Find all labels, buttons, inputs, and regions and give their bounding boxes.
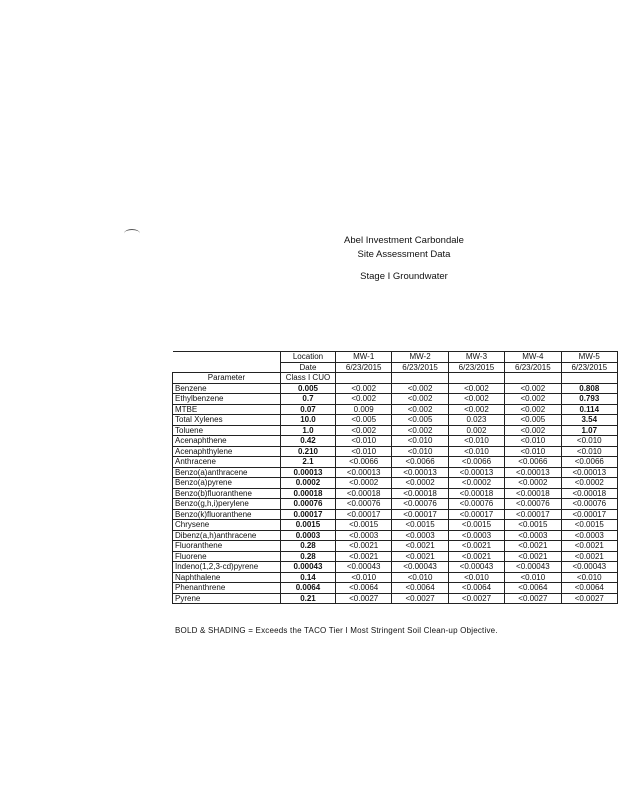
result-cell: <0.010 <box>505 436 561 447</box>
result-cell: <0.0064 <box>561 583 617 594</box>
parameter-cell: Fluorene <box>173 551 281 562</box>
result-cell: <0.0021 <box>448 541 504 552</box>
parameter-cell: Benzo(a)anthracene <box>173 467 281 478</box>
cuo-label: Class I CUO <box>280 373 335 384</box>
result-cell: <0.00043 <box>448 562 504 573</box>
table-row <box>173 404 618 415</box>
result-cell: <0.0066 <box>448 457 504 468</box>
result-cell: <0.0015 <box>505 520 561 531</box>
table-row <box>173 551 618 562</box>
blank-cell <box>561 373 617 384</box>
results-table <box>172 351 618 604</box>
result-cell: <0.0021 <box>505 541 561 552</box>
result-cell: <0.00043 <box>561 562 617 573</box>
result-cell: 0.808 <box>561 383 617 394</box>
result-cell: <0.0002 <box>448 478 504 489</box>
result-cell: <0.0021 <box>561 541 617 552</box>
result-cell: <0.0064 <box>505 583 561 594</box>
result-cell: <0.005 <box>505 415 561 426</box>
location-row <box>173 352 618 363</box>
result-cell: <0.0027 <box>392 593 448 604</box>
result-cell: <0.002 <box>335 383 391 394</box>
parameter-cell: Chrysene <box>173 520 281 531</box>
result-cell: <0.010 <box>448 446 504 457</box>
parameter-cell: Fluoranthene <box>173 541 281 552</box>
date-row <box>173 362 618 373</box>
cuo-cell: 2.1 <box>280 457 335 468</box>
result-cell: <0.0021 <box>335 551 391 562</box>
result-cell: <0.0002 <box>561 478 617 489</box>
result-cell: 0.114 <box>561 404 617 415</box>
result-cell: <0.0002 <box>505 478 561 489</box>
parameter-cell: Acenaphthylene <box>173 446 281 457</box>
result-cell: <0.00076 <box>561 499 617 510</box>
result-cell: <0.010 <box>392 446 448 457</box>
result-cell: 0.023 <box>448 415 504 426</box>
result-cell: <0.00076 <box>335 499 391 510</box>
parameter-cell: Dibenz(a,h)anthracene <box>173 530 281 541</box>
doc-subtitle: Site Assessment Data <box>357 249 451 260</box>
table-row <box>173 383 618 394</box>
result-cell: 3.54 <box>561 415 617 426</box>
result-cell: <0.010 <box>392 572 448 583</box>
well-header: MW-2 <box>392 352 448 363</box>
date-cell: 6/23/2015 <box>335 362 391 373</box>
result-cell: <0.010 <box>392 436 448 447</box>
cuo-cell: 0.21 <box>280 593 335 604</box>
table-row <box>173 488 618 499</box>
parameter-cell: Pyrene <box>173 593 281 604</box>
date-cell: 6/23/2015 <box>561 362 617 373</box>
result-cell: <0.002 <box>505 394 561 405</box>
table-row <box>173 478 618 489</box>
parameter-cell: Benzo(b)fluoranthene <box>173 488 281 499</box>
result-cell: <0.0015 <box>448 520 504 531</box>
cuo-cell: 0.00013 <box>280 467 335 478</box>
result-cell: <0.0015 <box>561 520 617 531</box>
result-cell: <0.0066 <box>505 457 561 468</box>
cuo-cell: 0.00018 <box>280 488 335 499</box>
table-row <box>173 467 618 478</box>
result-cell: <0.002 <box>448 394 504 405</box>
result-cell: <0.00043 <box>505 562 561 573</box>
date-cell: 6/23/2015 <box>448 362 504 373</box>
table-row <box>173 457 618 468</box>
cuo-cell: 0.42 <box>280 436 335 447</box>
result-cell: <0.0003 <box>505 530 561 541</box>
result-cell: <0.010 <box>561 436 617 447</box>
cuo-cell: 0.14 <box>280 572 335 583</box>
date-cell: 6/23/2015 <box>392 362 448 373</box>
result-cell: <0.00013 <box>392 467 448 478</box>
result-cell: <0.002 <box>392 383 448 394</box>
doc-section: Stage I Groundwater <box>360 271 448 282</box>
result-cell: <0.002 <box>392 404 448 415</box>
result-cell: <0.00018 <box>335 488 391 499</box>
result-cell: <0.00017 <box>561 509 617 520</box>
result-cell: <0.0003 <box>392 530 448 541</box>
parameter-cell: MTBE <box>173 404 281 415</box>
result-cell: <0.0002 <box>335 478 391 489</box>
table-row <box>173 425 618 436</box>
result-cell: <0.002 <box>505 404 561 415</box>
result-cell: <0.0021 <box>392 541 448 552</box>
footnote: BOLD & SHADING = Exceeds the TACO Tier I Most Stringent Soil Clean-up Objective. <box>175 626 498 635</box>
doc-title: Abel Investment Carbondale <box>344 235 464 246</box>
parameter-cell: Benzene <box>173 383 281 394</box>
result-cell: <0.0003 <box>561 530 617 541</box>
parameter-cell: Toluene <box>173 425 281 436</box>
result-cell: <0.00076 <box>505 499 561 510</box>
result-cell: <0.0003 <box>335 530 391 541</box>
result-cell: <0.010 <box>448 436 504 447</box>
cuo-cell: 0.00017 <box>280 509 335 520</box>
cuo-cell: 0.0064 <box>280 583 335 594</box>
result-cell: <0.00018 <box>448 488 504 499</box>
result-cell: <0.00076 <box>392 499 448 510</box>
result-cell: <0.010 <box>335 572 391 583</box>
result-cell: 0.793 <box>561 394 617 405</box>
result-cell: <0.0015 <box>335 520 391 531</box>
cuo-cell: 0.07 <box>280 404 335 415</box>
blank-cell <box>392 373 448 384</box>
result-cell: <0.002 <box>392 394 448 405</box>
result-cell: <0.010 <box>335 436 391 447</box>
result-cell: <0.00018 <box>561 488 617 499</box>
parameter-cell: Total Xylenes <box>173 415 281 426</box>
result-cell: <0.0066 <box>335 457 391 468</box>
table-row <box>173 541 618 552</box>
result-cell: <0.00017 <box>505 509 561 520</box>
blank-cell <box>448 373 504 384</box>
table-row <box>173 415 618 426</box>
parameter-cell: Benzo(g,h,i)perylene <box>173 499 281 510</box>
result-cell: <0.00043 <box>392 562 448 573</box>
blank-cell <box>173 362 281 373</box>
result-cell: <0.0003 <box>448 530 504 541</box>
result-cell: <0.00013 <box>448 467 504 478</box>
table-row <box>173 593 618 604</box>
result-cell: 1.07 <box>561 425 617 436</box>
result-cell: <0.0027 <box>335 593 391 604</box>
result-cell: <0.00013 <box>561 467 617 478</box>
table-row <box>173 394 618 405</box>
table-row <box>173 520 618 531</box>
cuo-cell: 1.0 <box>280 425 335 436</box>
well-header: MW-3 <box>448 352 504 363</box>
parameter-cell: Naphthalene <box>173 572 281 583</box>
result-cell: <0.0066 <box>392 457 448 468</box>
result-cell: <0.0027 <box>561 593 617 604</box>
result-cell: <0.002 <box>448 383 504 394</box>
result-cell: 0.009 <box>335 404 391 415</box>
cuo-cell: 0.7 <box>280 394 335 405</box>
cuo-cell: 0.005 <box>280 383 335 394</box>
result-cell: <0.00017 <box>448 509 504 520</box>
result-cell: <0.00013 <box>505 467 561 478</box>
well-header: MW-1 <box>335 352 391 363</box>
result-cell: <0.0021 <box>561 551 617 562</box>
parameter-header-row <box>173 373 618 384</box>
result-cell: <0.010 <box>505 446 561 457</box>
result-cell: <0.005 <box>392 415 448 426</box>
result-cell: <0.002 <box>335 394 391 405</box>
blank-cell <box>335 373 391 384</box>
result-cell: <0.0021 <box>505 551 561 562</box>
parameter-cell: Indeno(1,2,3-cd)pyrene <box>173 562 281 573</box>
cuo-cell: 0.00076 <box>280 499 335 510</box>
result-cell: <0.005 <box>335 415 391 426</box>
table-row <box>173 583 618 594</box>
parameter-cell: Ethylbenzene <box>173 394 281 405</box>
result-cell: <0.0027 <box>448 593 504 604</box>
result-cell: <0.00017 <box>392 509 448 520</box>
cuo-cell: 0.0015 <box>280 520 335 531</box>
cuo-cell: 0.0003 <box>280 530 335 541</box>
result-cell: <0.0015 <box>392 520 448 531</box>
cuo-cell: 0.0002 <box>280 478 335 489</box>
well-header: MW-4 <box>505 352 561 363</box>
result-cell: <0.002 <box>448 404 504 415</box>
parameter-cell: Acenaphthene <box>173 436 281 447</box>
parameter-label: Parameter <box>173 373 281 384</box>
table-row <box>173 562 618 573</box>
result-cell: <0.002 <box>505 383 561 394</box>
result-cell: <0.00013 <box>335 467 391 478</box>
result-cell: <0.00017 <box>335 509 391 520</box>
result-cell: <0.002 <box>335 425 391 436</box>
blank-cell <box>173 352 281 363</box>
parameter-cell: Benzo(k)fluoranthene <box>173 509 281 520</box>
parameter-cell: Anthracene <box>173 457 281 468</box>
blank-cell <box>505 373 561 384</box>
result-cell: <0.0027 <box>505 593 561 604</box>
result-cell: <0.010 <box>335 446 391 457</box>
cuo-cell: 0.210 <box>280 446 335 457</box>
date-cell: 6/23/2015 <box>505 362 561 373</box>
result-cell: <0.00043 <box>335 562 391 573</box>
result-cell: <0.002 <box>505 425 561 436</box>
result-cell: <0.0021 <box>448 551 504 562</box>
table-row <box>173 446 618 457</box>
result-cell: <0.0064 <box>335 583 391 594</box>
result-cell: <0.002 <box>392 425 448 436</box>
date-label: Date <box>280 362 335 373</box>
result-cell: <0.0066 <box>561 457 617 468</box>
result-cell: <0.00018 <box>392 488 448 499</box>
result-cell: <0.0064 <box>392 583 448 594</box>
result-cell: <0.010 <box>561 572 617 583</box>
table-row <box>173 499 618 510</box>
result-cell: <0.0064 <box>448 583 504 594</box>
cuo-cell: 0.00043 <box>280 562 335 573</box>
cuo-cell: 10.0 <box>280 415 335 426</box>
result-cell: 0.002 <box>448 425 504 436</box>
cuo-cell: 0.28 <box>280 541 335 552</box>
result-cell: <0.0021 <box>392 551 448 562</box>
result-cell: <0.00018 <box>505 488 561 499</box>
well-header: MW-5 <box>561 352 617 363</box>
result-cell: <0.0002 <box>392 478 448 489</box>
table-row <box>173 509 618 520</box>
result-cell: <0.010 <box>448 572 504 583</box>
result-cell: <0.010 <box>505 572 561 583</box>
results-table-container <box>172 351 618 623</box>
table-row <box>173 572 618 583</box>
result-cell: <0.010 <box>561 446 617 457</box>
result-cell: <0.0021 <box>335 541 391 552</box>
cuo-cell: 0.28 <box>280 551 335 562</box>
location-label: Location <box>280 352 335 363</box>
parameter-cell: Benzo(a)pyrene <box>173 478 281 489</box>
table-row <box>173 530 618 541</box>
parameter-cell: Phenanthrene <box>173 583 281 594</box>
result-cell: <0.00076 <box>448 499 504 510</box>
table-row <box>173 436 618 447</box>
